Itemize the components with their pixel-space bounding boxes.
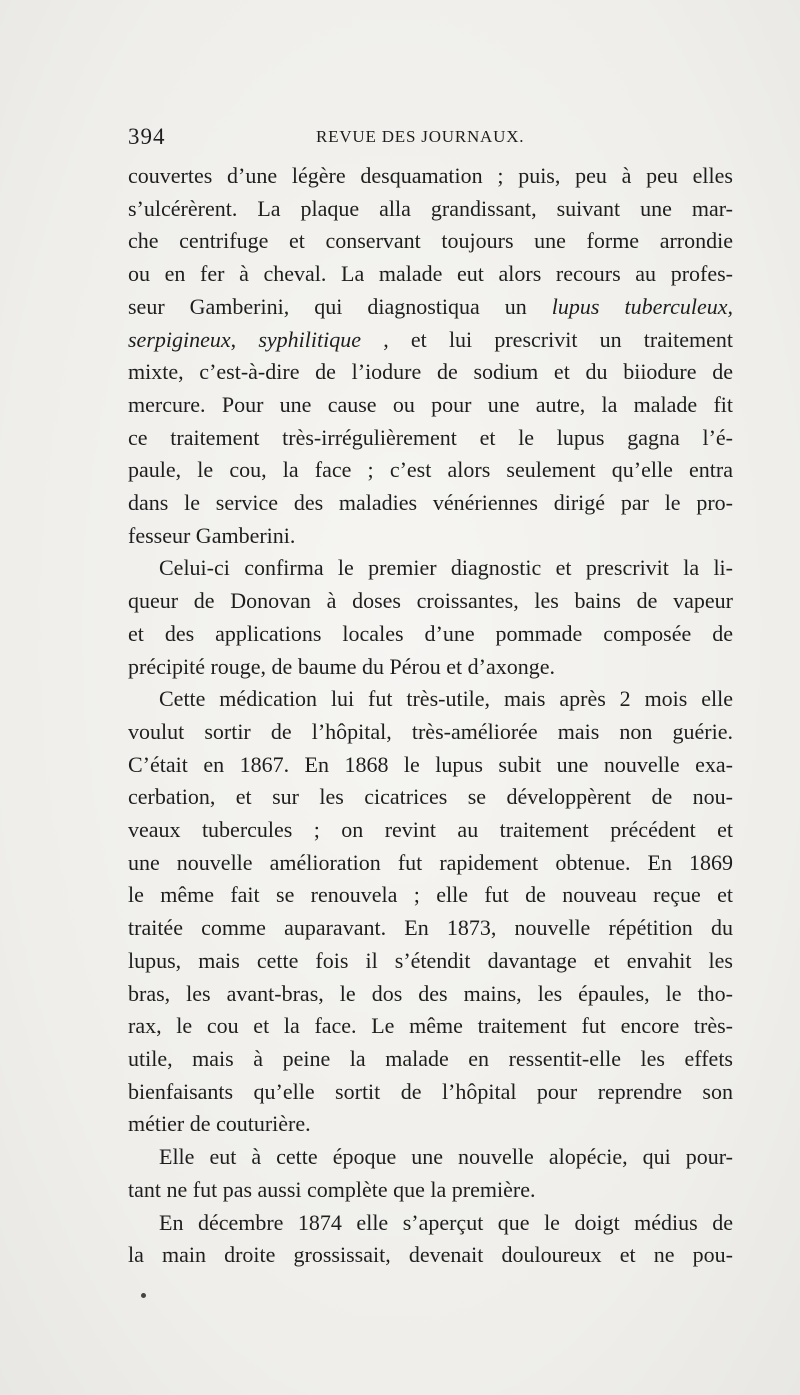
text-line: fesseur Gamberini. [128,522,296,548]
text-line: En décembre 1874 elle s’aperçut que le doigt médius de [159,1209,733,1235]
text-line: couvertes d’une légère desquamation ; puis, peu à peu elles [128,163,733,188]
running-head: REVUE DES JOURNAUX. [316,127,525,146]
text-line: mixte, c’est-à-dire de l’iodure de sodium et du biiodure de [128,359,733,385]
text-line: C’était en 1867. En 1868 le lupus subit une nouvelle exa- [128,751,733,777]
text-line: seur Gamberini, qui diagnostiqua un lupus tuberculeux, [128,293,734,319]
text-line: bras, les avant-bras, le dos des mains, les épaules, le tho- [128,980,733,1006]
italic-term: lupus tuberculeux, [551,293,734,319]
text-line: ce traitement très-irrégulièrement et le lupus gagna l’é- [128,424,733,450]
text-line: veaux tubercules ; on revint au traitement précédent et [128,817,733,843]
text-line: le même fait se renouvela ; elle fut de nouveau reçue et [128,882,733,908]
italic-term: serpigineux [128,326,231,352]
text-line: métier de couturière. [128,1111,311,1137]
page-number: 394 [128,124,166,149]
text-line: bienfaisants qu’elle sortit de l’hôpital pour reprendre son [128,1078,733,1104]
text-line: paule, le cou, la face ; c’est alors seulement qu’elle entra [128,457,733,483]
text-line: cerbation, et sur les cicatrices se développèrent de nou- [128,784,733,810]
text-line: précipité rouge, de baume du Pérou et d’axonge. [128,653,556,679]
page-header [128,124,730,154]
text-line: s’ulcérèrent. La plaque alla grandissant, suivant une mar- [128,195,733,221]
text-line: voulut sortir de l’hôpital, très-améliorée mais non guérie. [128,718,733,744]
text-line: ou en fer à cheval. La malade eut alors recours au profes- [128,261,733,287]
text-line: Elle eut à cette époque une nouvelle alopécie, qui pour- [159,1144,733,1170]
text-line: che centrifuge et conservant toujours une forme arrondie [128,228,733,254]
text-line: la main droite grossissait, devenait douloureux et ne pou- [128,1242,733,1268]
text-line: serpigineux, syphilitique , et lui prescrivit un traitement [128,326,733,352]
text-line: Cette médication lui fut très-utile, mais après 2 mois elle [159,686,733,712]
text-line: mercure. Pour une cause ou pour une autre, la malade fit [128,391,733,417]
ink-dot [141,1293,146,1298]
text-line: queur de Donovan à doses croissantes, les bains de vapeur [128,588,733,614]
text-line: une nouvelle amélioration fut rapidement obtenue. En 1869 [128,849,733,875]
text-line: tant ne fut pas aussi complète que la première. [128,1176,536,1202]
text-line: rax, le cou et la face. Le même traitement fut encore très- [128,1013,733,1039]
body-text [128,160,733,1272]
text-line: traitée comme auparavant. En 1873, nouvelle répétition du [128,915,733,941]
text-line: Celui-ci confirma le premier diagnostic et prescrivit la li- [159,555,733,581]
text-line: et des applications locales d’une pommade composée de [128,620,733,646]
italic-term: syphilitique [258,326,361,352]
text-line: dans le service des maladies vénériennes dirigé par le pro- [128,490,733,516]
text-line: utile, mais à peine la malade en ressentit-elle les effets [128,1045,733,1071]
text-line: lupus, mais cette fois il s’étendit davantage et envahit les [128,947,733,973]
